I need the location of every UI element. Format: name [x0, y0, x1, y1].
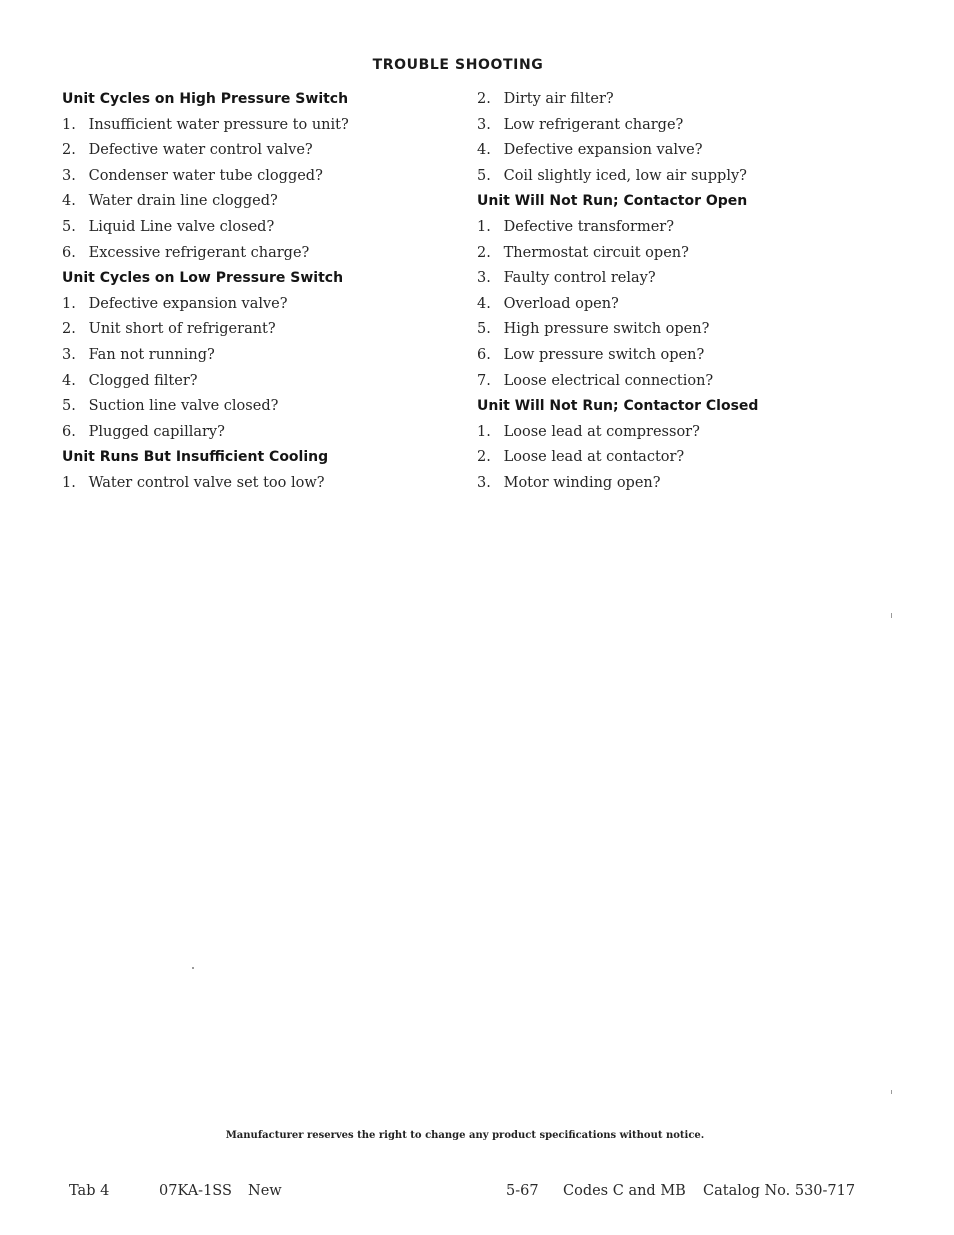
section-heading: Unit Cycles on High Pressure Switch: [62, 91, 349, 107]
list-item: [477, 343, 877, 369]
item-text: Dirty air filter?: [503, 91, 614, 107]
list-item: [62, 292, 442, 318]
item-number: 1.: [62, 116, 76, 133]
list-item: [62, 113, 442, 139]
list-item: [62, 241, 442, 267]
item-number: 4.: [477, 295, 491, 312]
list-item: [62, 189, 442, 215]
list-item: [62, 164, 442, 190]
list-item: [62, 420, 442, 446]
list-item: [477, 445, 877, 471]
list-item: [62, 369, 442, 395]
list-item: [477, 471, 877, 497]
item-number: 1.: [62, 295, 76, 312]
item-text: Faulty control relay?: [503, 270, 656, 287]
left-column: [62, 87, 442, 497]
item-number: 6.: [477, 346, 491, 363]
item-number: 5.: [477, 321, 491, 338]
footer-model: 07KA-1SS: [159, 1183, 232, 1199]
item-number: 1.: [62, 474, 76, 491]
list-item: [477, 266, 877, 292]
item-number: 2.: [62, 321, 76, 338]
item-text: Loose lead at compressor?: [503, 423, 700, 440]
item-text: Plugged capillary?: [88, 423, 225, 440]
section-heading: Unit Runs But Insufficient Cooling: [62, 449, 329, 466]
footer-codes: Codes C and MB: [563, 1183, 686, 1199]
scan-speck: [891, 613, 892, 618]
item-text: Defective expansion valve?: [88, 295, 288, 312]
section-heading: Unit Will Not Run; Contactor Closed: [477, 398, 759, 415]
list-item: [62, 471, 442, 497]
scan-speck: [891, 1090, 892, 1094]
scan-speck: [192, 967, 194, 969]
item-text: Excessive refrigerant charge?: [88, 244, 310, 261]
footer-page-number: 5-67: [506, 1183, 539, 1199]
item-text: Loose electrical connection?: [503, 372, 714, 389]
list-item: [477, 87, 877, 113]
item-number: 3.: [62, 346, 76, 363]
item-text: Defective expansion valve?: [503, 142, 703, 159]
footer-catalog-number: Catalog No. 530-717: [703, 1183, 856, 1199]
list-item: [477, 369, 877, 395]
item-number: 6.: [62, 244, 76, 261]
list-item: [477, 138, 877, 164]
item-text: High pressure switch open?: [503, 321, 710, 338]
list-item: [477, 164, 877, 190]
item-number: 4.: [477, 142, 491, 159]
item-number: 3.: [477, 474, 491, 491]
item-number: 5.: [62, 398, 76, 415]
item-text: Thermostat circuit open?: [503, 244, 689, 261]
item-number: 3.: [477, 270, 491, 287]
item-text: Low refrigerant charge?: [503, 116, 684, 133]
page-title: TROUBLE SHOOTING: [372, 57, 544, 73]
section-heading: Unit Cycles on Low Pressure Switch: [62, 270, 344, 287]
item-text: Loose lead at contactor?: [503, 449, 685, 466]
item-text: Overload open?: [503, 295, 619, 312]
item-number: 7.: [477, 372, 491, 389]
item-number: 6.: [62, 423, 76, 440]
list-item: [62, 394, 442, 420]
item-text: Water drain line clogged?: [88, 193, 278, 210]
footer-tab: Tab 4: [69, 1183, 110, 1199]
item-number: 3.: [477, 116, 491, 133]
right-column: [477, 87, 877, 497]
item-number: 2.: [477, 244, 491, 261]
item-number: 2.: [477, 449, 491, 466]
list-item: [477, 292, 877, 318]
item-number: 1.: [477, 218, 491, 235]
item-text: Insufficient water pressure to unit?: [88, 116, 349, 133]
item-text: Defective water control valve?: [88, 142, 313, 159]
item-text: Water control valve set too low?: [88, 474, 325, 491]
item-text: Fan not running?: [88, 346, 215, 363]
list-item: [477, 420, 877, 446]
item-text: Unit short of refrigerant?: [88, 321, 276, 338]
list-item: [477, 215, 877, 241]
list-item: [62, 138, 442, 164]
item-number: 2.: [477, 91, 491, 107]
list-item: [62, 317, 442, 343]
disclaimer-notice: Manufacturer reserves the right to change any product specifications without notice.: [225, 1130, 705, 1141]
item-number: 5.: [477, 167, 491, 184]
item-number: 5.: [62, 218, 76, 235]
item-text: Motor winding open?: [503, 474, 661, 491]
list-item: [62, 215, 442, 241]
item-text: Liquid Line valve closed?: [88, 218, 275, 235]
list-item: [477, 241, 877, 267]
item-text: Low pressure switch open?: [503, 346, 705, 363]
list-item: [477, 113, 877, 139]
section-heading: Unit Will Not Run; Contactor Open: [477, 193, 748, 210]
item-number: 4.: [62, 193, 76, 210]
item-number: 1.: [477, 423, 491, 440]
item-number: 2.: [62, 142, 76, 159]
item-text: Condenser water tube clogged?: [88, 167, 323, 184]
item-text: Suction line valve closed?: [88, 398, 279, 415]
item-text: Coil slightly iced, low air supply?: [503, 167, 747, 184]
footer-status: New: [248, 1183, 282, 1199]
item-text: Clogged filter?: [88, 372, 198, 389]
item-number: 3.: [62, 167, 76, 184]
list-item: [62, 343, 442, 369]
item-text: Defective transformer?: [503, 218, 674, 235]
list-item: [477, 317, 877, 343]
item-number: 4.: [62, 372, 76, 389]
